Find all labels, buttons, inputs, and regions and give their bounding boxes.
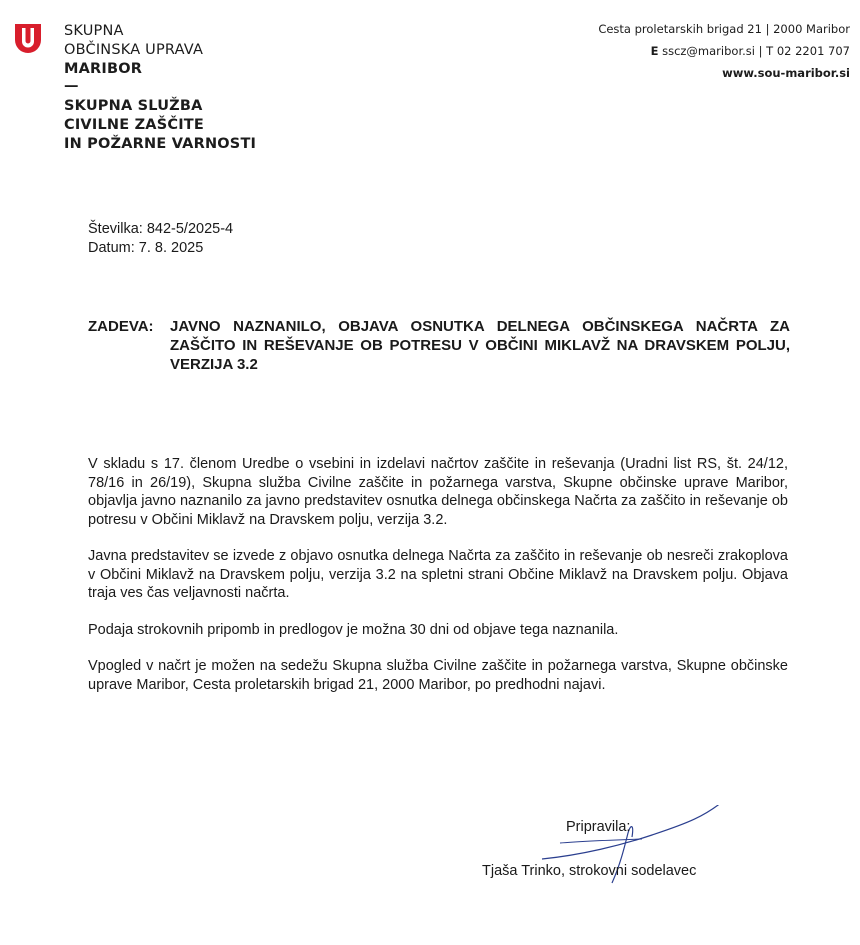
organization-block	[64, 22, 256, 154]
subject-text: JAVNO NAZNANILO, OBJAVA OSNUTKA DELNEGA OBČINSKEGA NAČRTA ZA ZAŠČITO IN REŠEVANJE OB POTRESU V OBČINI MIKLAVŽ NA DRAVSKEM POLJU, VERZIJA 3.2	[170, 318, 790, 373]
prepared-by-label: Pripravila:	[566, 819, 631, 835]
contact-block	[598, 18, 850, 84]
paragraph-3: Podaja strokovnih pripomb in predlogov je možna 30 dni od objave tega naznanila.	[88, 621, 619, 638]
subject-label: ZADEVA:	[88, 318, 154, 335]
contact-email-phone	[598, 40, 850, 62]
document-date: Datum: 7. 8. 2025	[88, 240, 204, 256]
service-name-line1: SKUPNA SLUŽBA	[64, 98, 203, 114]
paragraph-1: V skladu s 17. členom Uredbe o vsebini in izdelavi načrtov zaščite in reševanja (Uradni list RS, št. 24/12, 78/16 in 26/19), Skupna služba Civilne zaščite in požarnega varstva, Skupne občinske uprave Maribor, objavlja javno naznanilo za javno predstavitev osnutka delnega občinskega Načrta za zaščito in reševanje ob potresu v Občini Miklavž na Dravskem polju, verzija 3.2.	[88, 456, 788, 528]
document-meta	[88, 220, 233, 258]
contact-address: Cesta proletarskih brigad 21 | 2000 Maribor	[598, 22, 850, 36]
signature-block	[482, 805, 742, 895]
service-name-line3: IN POŽARNE VARNOSTI	[64, 136, 257, 152]
contact-website: www.sou-maribor.si	[722, 66, 850, 80]
u-logo-icon	[12, 22, 44, 56]
email-phone-text: sscz@maribor.si | T 02 2201 707	[662, 44, 850, 58]
org-name-line2: OBČINSKA UPRAVA	[64, 42, 204, 58]
org-name-line3: MARIBOR	[64, 61, 143, 77]
paragraph-4: Vpogled v načrt je možen na sedežu Skupna služba Civilne zaščite in požarnega varstva, Skupne občinske uprave Maribor, Cesta proletarskih brigad 21, 2000 Maribor, po predhodni najavi.	[88, 658, 788, 693]
org-divider: —	[64, 78, 79, 94]
org-name-line1: SKUPNA	[64, 23, 124, 39]
document-number: Številka: 842-5/2025-4	[88, 221, 234, 237]
paragraph-2: Javna predstavitev se izvede z objavo osnutka delnega Načrta za zaščito in reševanje ob nesreči zrakoplova v Občini Miklavž na Dravskem polju, verzija 3.2 na spletni strani Občine Miklavž na Dravskem polju. Objava traja ves čas veljavnosti načrta.	[88, 548, 788, 601]
document-body	[88, 455, 788, 712]
email-prefix: E	[650, 44, 659, 58]
signatory-name: Tjaša Trinko, strokovni sodelavec	[482, 863, 697, 879]
service-name-line2: CIVILNE ZAŠČITE	[64, 117, 204, 133]
